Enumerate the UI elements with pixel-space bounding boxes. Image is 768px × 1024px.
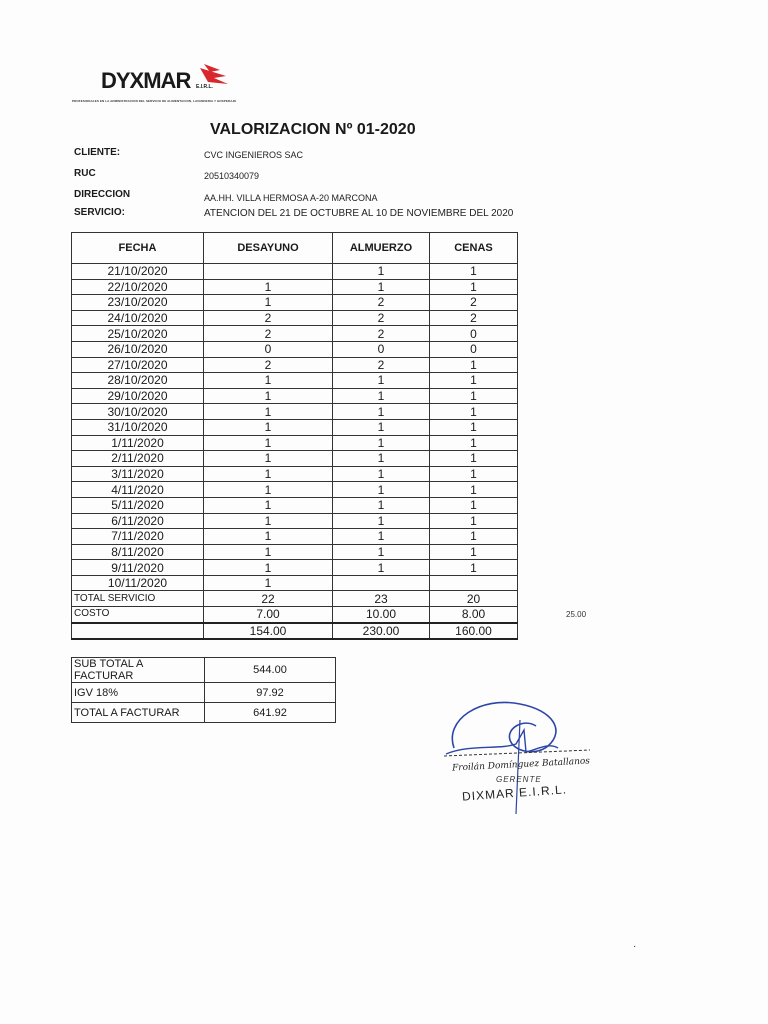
- table-cell: 20: [430, 591, 518, 607]
- table-cell: TOTAL SERVICIO: [72, 591, 204, 607]
- total-servicio-row: [72, 591, 518, 607]
- table-cell: 1: [333, 404, 430, 420]
- table-cell: 1: [333, 466, 430, 482]
- table-row: [72, 373, 518, 389]
- document-title: VALORIZACION Nº 01-2020: [210, 121, 416, 138]
- table-row: [72, 513, 518, 529]
- summary-row: [72, 703, 336, 723]
- table-row: [72, 560, 518, 576]
- table-cell: 3/11/2020: [72, 466, 204, 482]
- table-row: [72, 575, 518, 591]
- table-cell: 1: [430, 513, 518, 529]
- table-cell: 1: [430, 529, 518, 545]
- table-row: [72, 326, 518, 342]
- direccion-value: AA.HH. VILLA HERMOSA A-20 MARCONA: [204, 193, 378, 203]
- table-cell: 0: [204, 341, 333, 357]
- summary-value: 544.00: [205, 658, 336, 683]
- table-cell: 1: [333, 529, 430, 545]
- summary-value: 641.92: [205, 703, 336, 723]
- ruc-label: RUC: [74, 168, 96, 179]
- table-cell: 154.00: [204, 623, 333, 640]
- table-row: [72, 419, 518, 435]
- table-cell: 1: [430, 451, 518, 467]
- table-cell: [72, 623, 204, 640]
- table-cell: 1: [333, 435, 430, 451]
- signer-company: DIXMAR E.I.R.L.: [461, 782, 568, 804]
- table-row: [72, 451, 518, 467]
- table-cell: 2: [333, 310, 430, 326]
- table-cell: [204, 264, 333, 280]
- table-cell: 28/10/2020: [72, 373, 204, 389]
- table-cell: 1: [204, 435, 333, 451]
- logo-tagline: PROFESIONALES EN LA ADMINISTRACION DEL SERVICIO DE ALIMENTACION, LAVANDERIA Y HOSPEDAJE: [72, 99, 237, 103]
- table-row: [72, 466, 518, 482]
- table-cell: 1: [204, 404, 333, 420]
- table-cell: 1: [333, 373, 430, 389]
- table-cell: 1: [430, 404, 518, 420]
- table-cell: 22: [204, 591, 333, 607]
- table-cell: 10/11/2020: [72, 575, 204, 591]
- table-cell: 9/11/2020: [72, 560, 204, 576]
- table-cell: 2: [204, 326, 333, 342]
- header-almuerzo: ALMUERZO: [333, 233, 430, 264]
- table-cell: 1: [204, 529, 333, 545]
- table-cell: 1: [430, 435, 518, 451]
- meals-table: [71, 232, 518, 640]
- table-cell: 1: [204, 295, 333, 311]
- table-cell: 2: [430, 310, 518, 326]
- table-cell: 1: [430, 279, 518, 295]
- table-cell: COSTO: [72, 607, 204, 623]
- table-cell: 1: [204, 373, 333, 389]
- table-cell: 23: [333, 591, 430, 607]
- summary-label: SUB TOTAL A FACTURAR: [72, 658, 205, 683]
- table-cell: 1: [333, 451, 430, 467]
- table-cell: 31/10/2020: [72, 419, 204, 435]
- table-cell: 1: [430, 560, 518, 576]
- table-cell: 1: [204, 419, 333, 435]
- table-cell: 30/10/2020: [72, 404, 204, 420]
- table-cell: 24/10/2020: [72, 310, 204, 326]
- table-cell: 4/11/2020: [72, 482, 204, 498]
- table-header-row: [72, 233, 518, 264]
- signer-name: Froilán Domínguez Batallanos: [451, 756, 591, 774]
- summary-label: IGV 18%: [72, 683, 205, 703]
- table-cell: [430, 575, 518, 591]
- table-cell: 22/10/2020: [72, 279, 204, 295]
- table-cell: [333, 575, 430, 591]
- table-row: [72, 529, 518, 545]
- servicio-label: SERVICIO:: [74, 207, 125, 218]
- table-cell: 1: [430, 544, 518, 560]
- costo-row: [72, 607, 518, 623]
- table-body: [72, 264, 518, 591]
- table-cell: 1: [430, 264, 518, 280]
- ruc-value: 20510340079: [204, 171, 260, 181]
- header-desayuno: DESAYUNO: [204, 233, 333, 264]
- summary-row: [72, 658, 336, 683]
- table-row: [72, 544, 518, 560]
- table-row: [72, 295, 518, 311]
- table-row: [72, 310, 518, 326]
- table-cell: 2: [430, 295, 518, 311]
- table-cell: 1: [333, 264, 430, 280]
- table-cell: 8.00: [430, 607, 518, 623]
- cliente-label: CLIENTE:: [74, 147, 121, 158]
- table-row: [72, 435, 518, 451]
- table-row: [72, 482, 518, 498]
- table-cell: 1: [333, 560, 430, 576]
- table-cell: 2: [204, 357, 333, 373]
- table-cell: 7.00: [204, 607, 333, 623]
- table-cell: 0: [430, 341, 518, 357]
- table-cell: 1: [204, 466, 333, 482]
- table-cell: 1: [430, 388, 518, 404]
- header-cenas: CENAS: [430, 233, 518, 264]
- table-cell: 1: [333, 388, 430, 404]
- table-cell: 1: [333, 513, 430, 529]
- direccion-label: DIRECCION: [74, 189, 131, 200]
- table-cell: 8/11/2020: [72, 544, 204, 560]
- table-cell: 2: [204, 310, 333, 326]
- cliente-value: CVC INGENIEROS SAC: [204, 150, 304, 160]
- table-cell: 1: [204, 497, 333, 513]
- scan-speck-icon: ·: [633, 941, 637, 952]
- table-row: [72, 404, 518, 420]
- signer-role: GERENTE: [496, 775, 542, 784]
- logo-suffix: E.I.R.L.: [196, 84, 213, 90]
- summary-row: [72, 683, 336, 703]
- table-cell: 1: [333, 497, 430, 513]
- table-cell: 26/10/2020: [72, 341, 204, 357]
- table-row: [72, 279, 518, 295]
- table-cell: 230.00: [333, 623, 430, 640]
- table-cell: 29/10/2020: [72, 388, 204, 404]
- table-cell: 1: [204, 544, 333, 560]
- table-cell: 10.00: [333, 607, 430, 623]
- table-cell: 2: [333, 357, 430, 373]
- table-cell: 1: [430, 373, 518, 389]
- table-cell: 2: [333, 295, 430, 311]
- table-cell: 1: [204, 482, 333, 498]
- table-cell: 1: [333, 482, 430, 498]
- table-cell: 7/11/2020: [72, 529, 204, 545]
- table-cell: 6/11/2020: [72, 513, 204, 529]
- table-cell: 1: [430, 357, 518, 373]
- table-row: [72, 264, 518, 280]
- table-cell: 1: [204, 279, 333, 295]
- table-cell: 1: [333, 279, 430, 295]
- summary-label: TOTAL A FACTURAR: [72, 703, 205, 723]
- table-cell: 27/10/2020: [72, 357, 204, 373]
- table-cell: 0: [430, 326, 518, 342]
- table-cell: 1/11/2020: [72, 435, 204, 451]
- table-cell: 21/10/2020: [72, 264, 204, 280]
- table-cell: 1: [333, 419, 430, 435]
- table-cell: 0: [333, 341, 430, 357]
- table-cell: 1: [204, 560, 333, 576]
- table-cell: 1: [204, 388, 333, 404]
- table-cell: 1: [333, 544, 430, 560]
- table-cell: 25/10/2020: [72, 326, 204, 342]
- summary-value: 97.92: [205, 683, 336, 703]
- table-cell: 160.00: [430, 623, 518, 640]
- table-row: [72, 388, 518, 404]
- summary-table: [71, 657, 336, 723]
- table-cell: 23/10/2020: [72, 295, 204, 311]
- servicio-value: ATENCION DEL 21 DE OCTUBRE AL 10 DE NOVIEMBRE DEL 2020: [204, 208, 514, 219]
- table-cell: 1: [430, 419, 518, 435]
- table-cell: 1: [430, 497, 518, 513]
- side-note-value: 25.00: [566, 610, 587, 619]
- table-cell: 1: [430, 482, 518, 498]
- table-row: [72, 341, 518, 357]
- table-cell: 1: [204, 451, 333, 467]
- table-cell: 2: [333, 326, 430, 342]
- table-row: [72, 357, 518, 373]
- table-row: [72, 497, 518, 513]
- table-cell: 5/11/2020: [72, 497, 204, 513]
- table-cell: 1: [204, 575, 333, 591]
- logo-text: DYXMAR: [101, 68, 191, 93]
- subtotal-row: [72, 623, 518, 640]
- table-cell: 1: [204, 513, 333, 529]
- table-cell: 1: [430, 466, 518, 482]
- header-fecha: FECHA: [72, 233, 204, 264]
- table-cell: 2/11/2020: [72, 451, 204, 467]
